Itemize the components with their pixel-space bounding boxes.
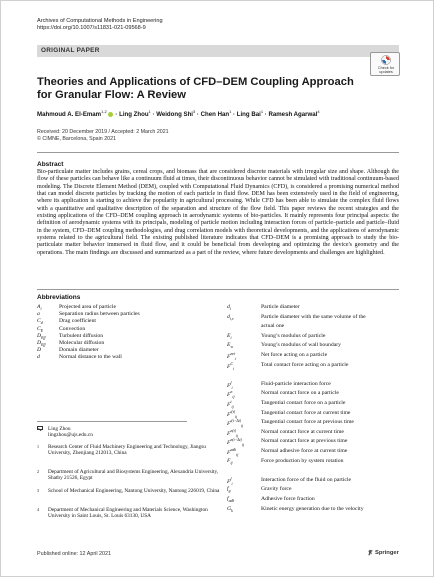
footnote-divider: [37, 421, 187, 422]
divider: [37, 289, 399, 290]
crossmark-icon: [381, 55, 391, 65]
abbreviation-symbol: $F^{t(t-\Delta t)}_{ij}$: [227, 419, 244, 429]
abbreviation-definition: Normal distance to the wall: [59, 354, 122, 361]
publisher-logo: [367, 549, 399, 556]
abbreviation-symbol: $E_w$: [227, 342, 234, 350]
paper-title: Theories and Applications of CFD–DEM Coupling Approach for Granular Flow: A Review: [37, 76, 354, 102]
abbreviation-symbol: $d_{i,v}$: [227, 313, 234, 321]
crossmark-button[interactable]: [370, 52, 400, 76]
abbreviation-symbol: $D_{Eff}$: [37, 340, 46, 348]
abbreviation-definition: Domain diameter: [59, 347, 99, 354]
abbreviation-symbol: $C_d$: [37, 318, 43, 326]
abbreviation-symbol: $G_k$: [227, 505, 233, 513]
corresponding-email[interactable]: lingzhou@ujs.edu.cn: [48, 432, 93, 439]
abbreviation-symbol: $F^f_i$: [227, 476, 233, 486]
abbreviation-definition: Gravity force: [261, 486, 292, 493]
affiliation-number: 1: [37, 444, 39, 449]
author-affil: 1,2: [101, 109, 107, 114]
author-affil: 3: [193, 109, 196, 114]
abbreviation-definition: Tangential contact force on a particle: [261, 400, 346, 406]
author-affil: 1: [229, 109, 232, 114]
affiliation-text: Department of Agricultural and Biosystems Engineering, Alexandria University, Shatby 21526, Egypt: [48, 469, 219, 482]
affiliation-number: 2: [37, 469, 39, 474]
abbreviation-symbol: $F^t_{ij}$: [227, 400, 234, 410]
abbreviation-definition: Adhesive force fraction: [261, 496, 315, 502]
journal-name: Archives of Computational Methods in Engineering: [37, 18, 163, 24]
abstract-heading: Abstract: [37, 161, 64, 168]
abbreviation-definition: Tangential contact force at current time: [261, 409, 351, 416]
affiliation-text: Research Center of Fluid Machinery Engineering and Technology, Jiangsu University, Zhenjiang 212013, China: [48, 444, 206, 457]
envelope-icon: [37, 426, 43, 430]
author-affil: 1: [148, 109, 151, 114]
abbreviation-definition: Tangential contact force at previous time: [261, 419, 354, 426]
author-name[interactable]: Mahmoud A. El-Emam: [37, 111, 102, 119]
affiliation-number: 3: [37, 488, 39, 493]
journal-header: [37, 18, 163, 32]
author-affil: 1: [260, 109, 264, 114]
published-date: Published online: 12 April 2021: [37, 551, 112, 557]
abbreviation-definition: Normal contact force at current time: [261, 428, 344, 435]
abstract-text: Bio-particulate matter includes grains, cereal crops, and biomass that are considered discrete materials with irregular size and shape. Although the flow of these particles can behave like a continuum fluid at times, their discontinuous behavior cannot be simulated with traditional continuum-based modeling. The Discrete Element Method (DEM), coupled with Computational Fluid Dynamics (CFD), is considered a promising numerical method that can model discrete particles by tracking the motion of each particle in fluid flow. DEM has been extensively used in the field of engineering, where its application is starting to achieve the popularity in agricultural processing. While CFD has been able to simulate the complex fluid flows with a quantitative and qualitative description of the separation and structure of the flow field. This paper reviews the recent strategies and the existing applications of the CFD–DEM coupling approach in aerodynamic systems of bio-particles. It mainly represents four principal aspects: the definition of aerodynamic systems with its principals, modeling of particle motion including interaction forces of particle–particle and particle–fluid in the system, CFD–DEM coupling methodologies, and drag correlation models with theoretical developments, and the applications of aerodynamic systems related to the agricultural field. The existing published literature indicates that CFD–DEM is a promising approach to study the bio-particulate matter behavior immersed in fluid flow, and it could be beneficial from developing and optimizing the device's geometry and the operations. The main findings are discussed and summarized as a part of the review, where future developments and challenges are highlighted.: [37, 169, 399, 256]
author-name[interactable]: Ramesh Agarwal: [268, 111, 318, 119]
author-affil: 4: [317, 109, 320, 114]
received-accepted: Received: 20 December 2019 / Accepted: 2 March 2021: [37, 129, 169, 135]
abbreviation-symbol: $F^{t(t)}_{ij}$: [227, 409, 238, 419]
abbreviation-definition: Turbulent diffusion: [59, 332, 104, 339]
abbreviation-definition: Particle diameter: [261, 304, 300, 310]
abbreviation-definition: Young’s modulus of particle: [261, 332, 326, 339]
dates-block: [37, 129, 169, 142]
abbreviation-definition: Force production by system rotation: [261, 457, 344, 464]
abbreviation-definition: Particle diameter with the same volume of the: [261, 313, 366, 320]
abbreviation-definition: Normal adhesive force at current time: [261, 448, 348, 454]
author-name[interactable]: Ling Bai: [236, 111, 261, 119]
affiliation-text: Department of Mechanical Engineering and Materials Science, Washington University in Saint Louis, St. Louis 63130, USA: [48, 507, 208, 520]
affiliation-text: School of Mechanical Engineering, Nantong University, Nantong 226019, China: [48, 488, 220, 494]
abbreviation-definition: Young’s modulus of wall boundary: [261, 342, 341, 349]
abbreviation-symbol: $d_i$: [227, 304, 231, 312]
abbreviation-symbol: $F^n_{ij}$: [227, 390, 235, 400]
abbreviation-symbol: $F^{n(t)}_{ij}$: [227, 428, 239, 438]
abbreviation-symbol: a: [37, 311, 40, 318]
abbreviation-symbol: $F_{ij}$: [227, 457, 233, 465]
abbreviation-definition: Net force acting on a particle: [261, 352, 328, 358]
abbreviation-symbol: $A_i$: [37, 304, 42, 312]
author-name[interactable]: Chen Han: [200, 111, 230, 119]
abbreviation-definition: Interaction force of the fluid on particle: [261, 476, 352, 483]
abbreviation-symbol: $C_E$: [37, 325, 44, 333]
abbreviations-heading: Abbreviations: [37, 294, 81, 301]
abbreviation-symbol: $F^C_i$: [227, 361, 235, 371]
copyright: © CIMNE, Barcelona, Spain 2021: [37, 135, 116, 142]
abbreviation-definition: Fluid-particle interaction force: [261, 380, 331, 387]
abbreviation-symbol: $f_g$: [227, 486, 231, 494]
abbreviation-definition: Convection: [59, 325, 86, 332]
abbreviation-definition: Normal contact force at previous time: [261, 438, 348, 445]
corresponding-author: Ling Zhou: [48, 426, 71, 432]
divider: [37, 152, 399, 153]
abbreviation-symbol: d: [37, 354, 40, 361]
affiliation-number: 4: [37, 507, 39, 512]
abbreviation-symbol: D: [37, 347, 42, 354]
abbreviation-definition: Normal contact force on a particle: [261, 390, 339, 397]
author-name[interactable]: Ling Zhou: [119, 111, 149, 119]
orcid-icon[interactable]: [108, 112, 113, 117]
abbreviation-definition: Drag coefficient: [59, 318, 97, 325]
abbreviation-symbol: $F^{adh}_{ij}$: [227, 448, 239, 458]
publisher-name: Springer: [375, 550, 399, 557]
abbreviation-definition: Projected area of particle: [59, 304, 116, 310]
abbreviation-symbol: $F^{net}_i$: [227, 352, 237, 362]
author-list: Mahmoud A. El-Emam$^{1,2}$ · Ling Zhou$^1$ · Weidong Shi$^3$ · Chen Han$^1$ · Ling Bai$^1$ · Ramesh Agarwal$^4$: [37, 109, 320, 119]
crossmark-label: Check for updates: [377, 66, 395, 75]
abbreviation-symbol: $F^{n(t-\Delta t)}_{ij}$: [227, 438, 244, 448]
abbreviation-definition: Molecular diffusion: [59, 340, 105, 346]
abbreviation-definition: actual one: [261, 323, 285, 330]
article-type-badge: [37, 45, 399, 57]
abbreviation-definition: Total contact force acting on a particle: [261, 361, 349, 368]
abbreviation-symbol: $F^f_i$: [227, 380, 233, 390]
abbreviation-symbol: $f_{adh}$: [227, 496, 235, 504]
abbreviation-definition: Kinetic energy generation due to the velocity: [261, 505, 364, 512]
springer-horse-icon: [367, 549, 374, 556]
author-name[interactable]: Weidong Shi: [156, 111, 193, 119]
abbreviation-definition: Separation radius between particles: [59, 311, 140, 318]
article-type-label: ORIGINAL PAPER: [41, 47, 100, 54]
abbreviation-symbol: $E_i$: [227, 332, 232, 340]
doi-link[interactable]: https://doi.org/10.1007/s11831-021-09568-9: [37, 25, 146, 31]
abbreviation-symbol: $D_{Eff}$: [37, 332, 46, 340]
